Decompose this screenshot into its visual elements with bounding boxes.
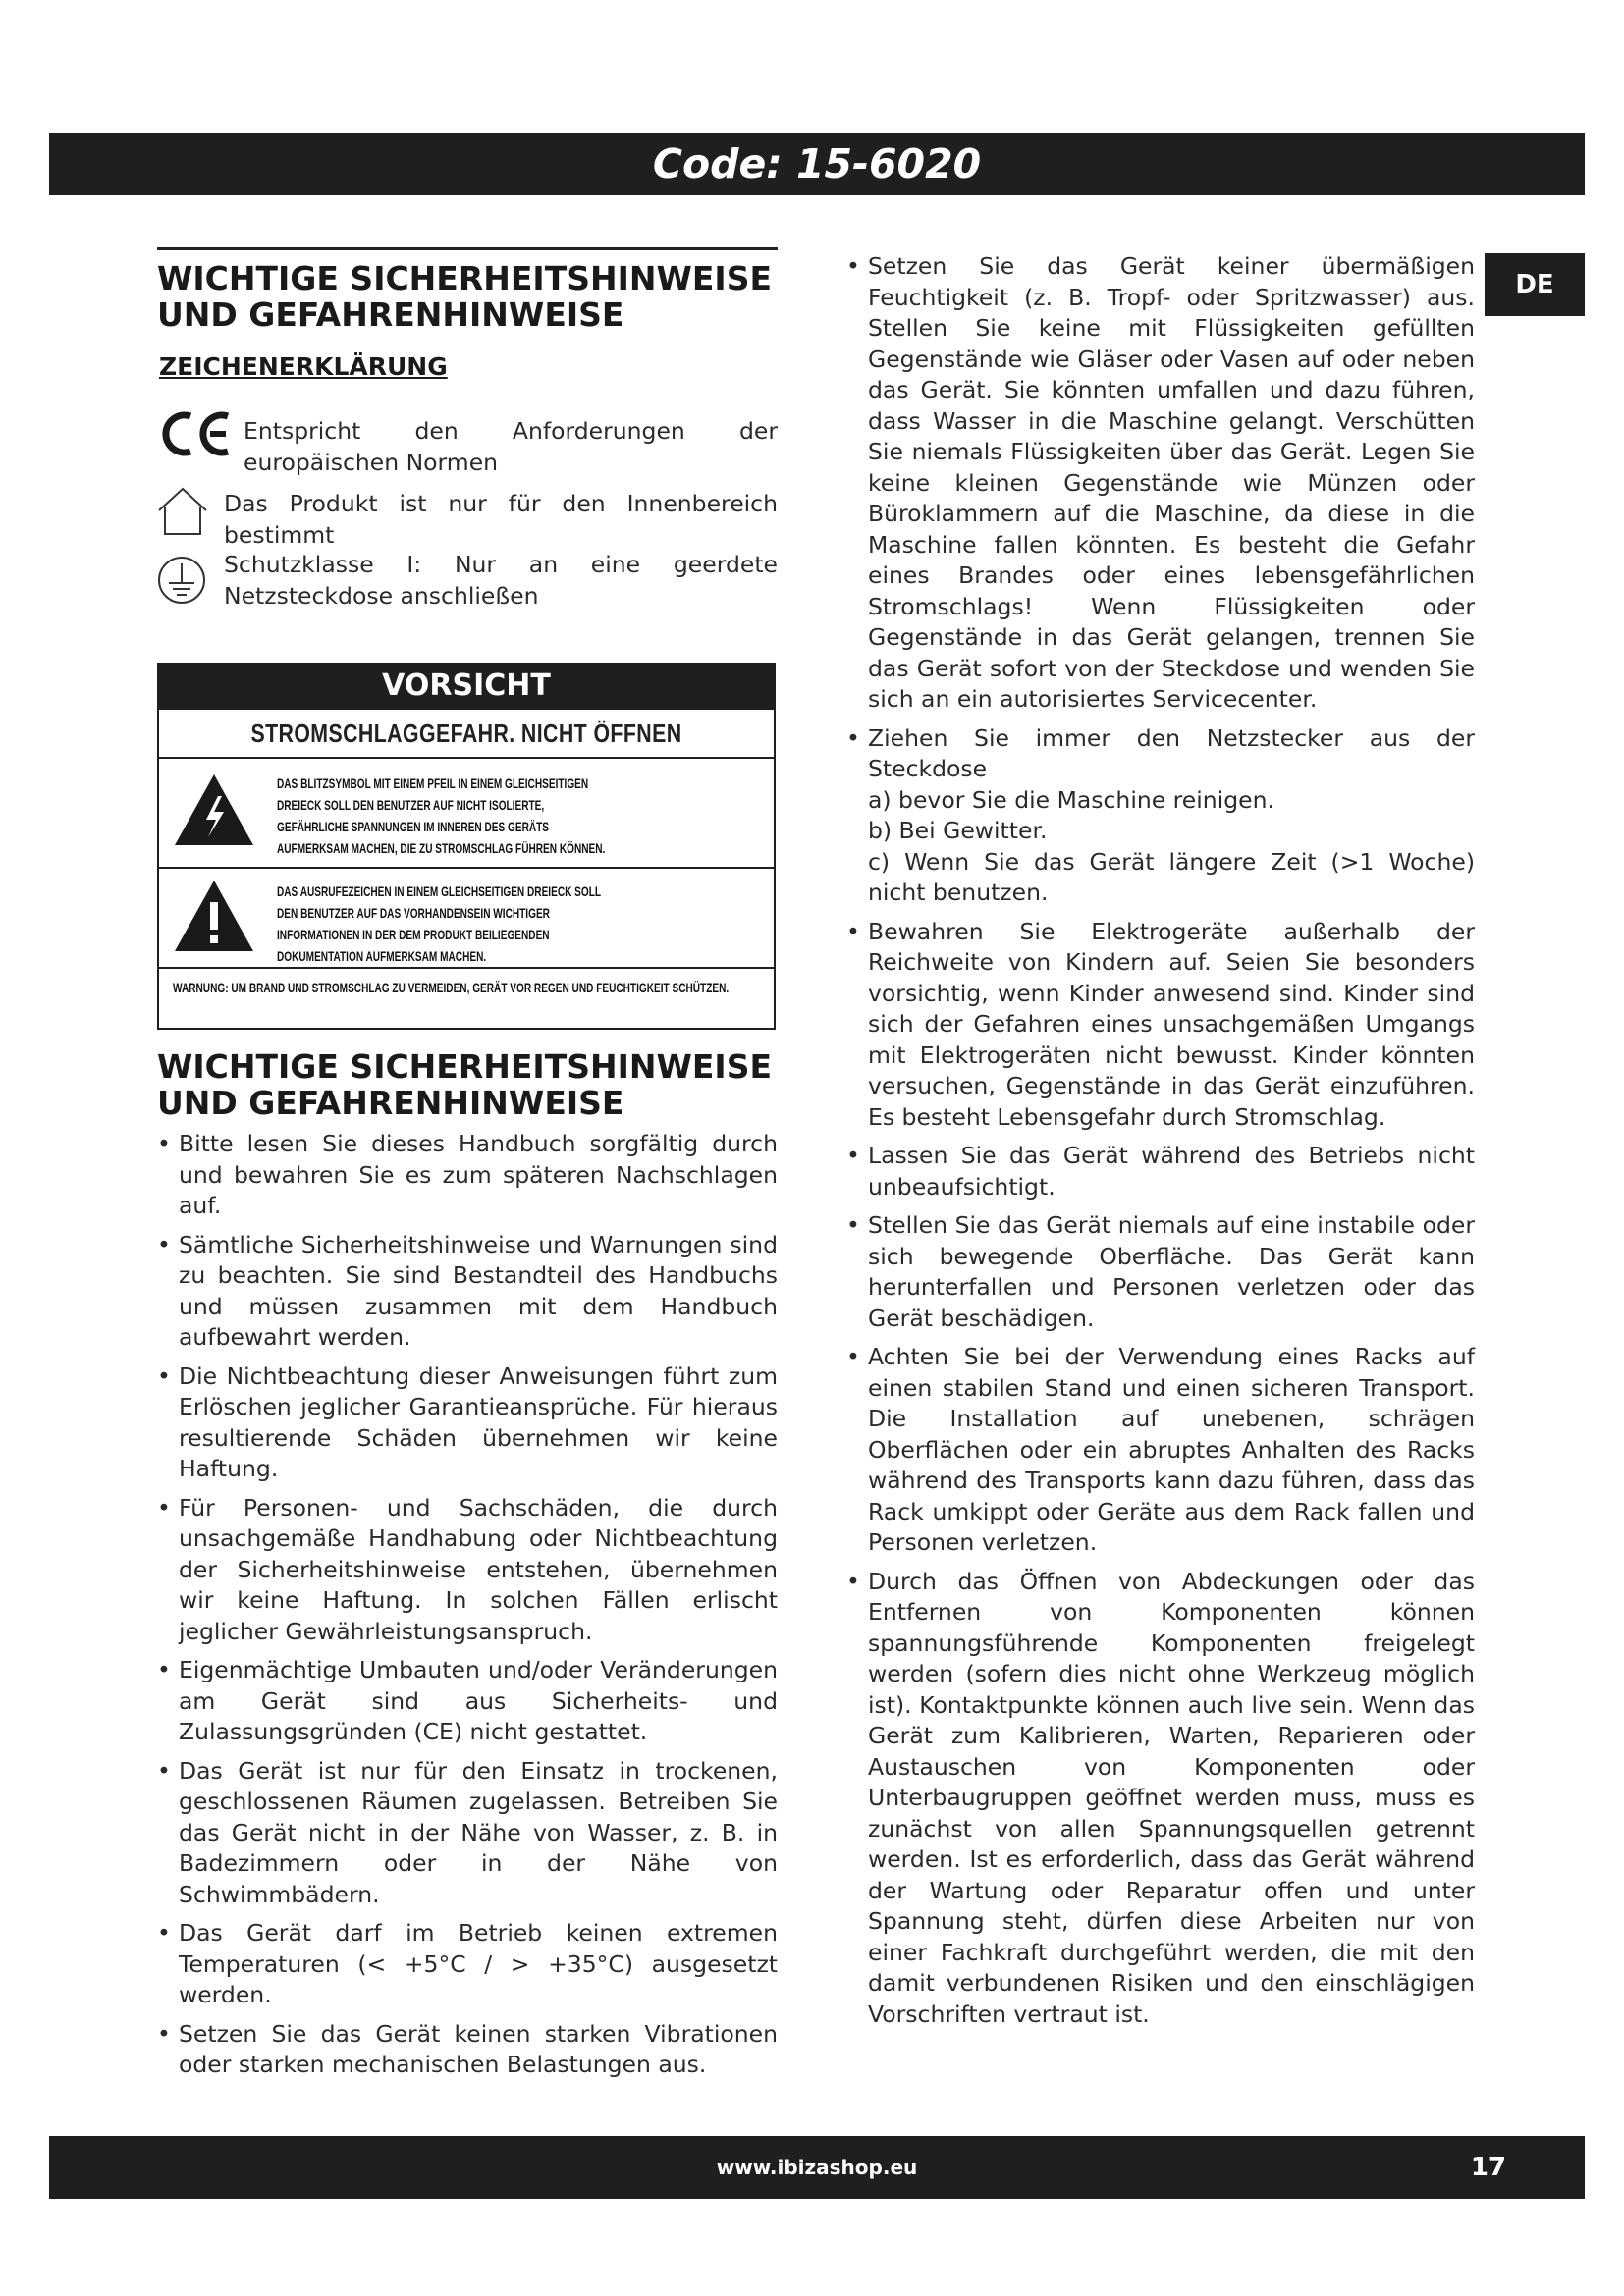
sub-item: a) bevor Sie die Maschine reinigen. [868,785,1274,814]
section-title-line: UND GEFAHRENHINWEISE [157,1084,624,1122]
list-item: • Eigenmächtige Umbauten und/oder Veränderungen am Gerät sind aus Sicherheits- und Zulassungsgründen (CE) nicht gestattet. [157,1655,778,1748]
list-item: • Setzen Sie das Gerät keinen starken Vibrationen oder starken mechanischen Belastungen aus. [157,2019,778,2081]
exclamation-warning-icon [173,879,255,953]
lightning-warning-icon [173,773,255,847]
bottom-warning-text: WARNUNG: UM BRAND UND STROMSCHLAG ZU VERMEIDEN, GERÄT VOR REGEN UND FEUCHTIGKEIT SCHÜTZEN. [173,980,730,995]
safety-list-right-continued [846,917,1475,2031]
list-item: • Für Personen- und Sachschäden, die durch unsachgemäße Handhabung oder Nichtbeachtung der Sicherheitshinweise entstehen, übernehmen wir keine Haftung. In solchen Fällen erlischt jeglicher Gewährleistungsanspruch. [157,1493,778,1648]
safety-list-right [846,251,1475,785]
symbol-text: Entspricht den Anforderungen der europäischen Normen [244,417,778,476]
list-item: • Achten Sie bei der Verwendung eines Racks auf einen stabilen Stand und einen sicheren Transport. Die Installation auf unebenen, schrägen Oberflächen oder ein abruptes Anhalten des Racks während des Transports kann dazu führen, dass das Rack umkippt oder Geräte aus dem Rack fallen und Personen verletzen. [846,1342,1475,1559]
section-2 [157,1048,778,2089]
list-item: • Setzen Sie das Gerät keiner übermäßigen Feuchtigkeit (z. B. Tropf- oder Spritzwasser) aus. Stellen Sie keine mit Flüssigkeiten gefüllten Gegenstände wie Gläser oder Vasen auf oder neben das Gerät. Sie könnten umfallen und dazu führen, dass Wasser in die Maschine gelangt. Verschütten Sie niemals Flüssigkeiten über das Gerät. Legen Sie keine kleinen Gegenstände wie Münzen oder Büroklammern auf die Maschine, da diese in die Maschine fallen könnten. Es besteht die Gefahr eines Brandes oder eines lebensgefährlichen Stromschlags! Wenn Flüssigkeiten oder Gegenstände in das Gerät gelangen, trennen Sie das Gerät sofort von der Steckdose und wenden Sie sich an ein autorisiertes Servicecenter. [846,251,1475,716]
footer-bar [49,2136,1585,2199]
language-tab: DE [1485,253,1585,316]
page-number: 17 [1470,2153,1506,2182]
lightning-row [159,757,774,867]
symbol-row-indoor [157,489,778,552]
symbol-row-ground [157,552,778,616]
sub-item: c) Wenn Sie das Gerät längere Zeit (>1 Woche) nicht benutzen. [868,847,1475,906]
header-bar [49,133,1585,195]
product-code: Code: 15-6020 [652,140,982,187]
list-item: • Das Gerät darf im Betrieb keinen extremen Temperaturen (< +5°C / > +35°C) ausgesetzt werden. [157,1918,778,2011]
ground-icon [155,554,208,607]
caution-row [159,708,774,757]
symbol-text: Schutzklasse I: Nur an eine geerdete Netzsteckdose anschließen [224,551,778,610]
symbol-legend-heading: ZEICHENERKLÄRUNG [159,352,448,381]
exclamation-description: DAS AUSRUFEZEICHEN IN EINEM GLEICHSEITIGEN DREIECK SOLL DEN BENUTZER AUF DAS VORHANDENSEIN WICHTIGER INFORMATIONEN IN DER DEM PRODUKT BEILIEGENDEN DOKUMENTATION AUFMERKSAM MACHEN. [277,883,601,964]
list-item: • Sämtliche Sicherheitshinweise und Warnungen sind zu beachten. Sie sind Bestandteil des Handbuchs und müssen zusammen mit dem Handbuch aufbewahrt werden. [157,1230,778,1354]
section-title-line: UND GEFAHRENHINWEISE [157,295,624,334]
caution-box [157,663,776,1030]
symbol-row-ce [157,408,778,479]
left-column [157,247,778,616]
list-item: • Ziehen Sie immer den Netzstecker aus der Steckdose [846,723,1475,785]
list-item: • Bitte lesen Sie dieses Handbuch sorgfältig durch und bewahren Sie es zum späteren Nachschlagen auf. [157,1129,778,1222]
list-item: • Das Gerät ist nur für den Einsatz in trockenen, geschlossenen Räumen zugelassen. Betreiben Sie das Gerät nicht in der Nähe von Wasser, z. B. in Badezimmern oder in der Nähe von Schwimmbädern. [157,1756,778,1911]
section-title-1 [157,260,778,333]
section-title-line: WICHTIGE SICHERHEITSHINWEISE [157,1047,773,1086]
list-item: • Bewahren Sie Elektrogeräte außerhalb der Reichweite von Kindern auf. Seien Sie besonders vorsichtig, wenn Kinder anwesend sind. Kinder sind sich der Gefahren eines unsachgemäßen Umgangs mit Elektrogeräten nicht bewusst. Kinder könnten versuchen, Gegenstände in das Gerät einzuführen. Es besteht Lebensgefahr durch Stromschlag. [846,917,1475,1134]
list-item: • Stellen Sie das Gerät niemals auf eine instabile oder sich bewegende Oberfläche. Das Gerät kann herunterfallen und Personen verletzen oder das Gerät beschädigen. [846,1210,1475,1334]
website-url: www.ibizashop.eu [716,2156,918,2179]
sub-item: b) Bei Gewitter. [868,817,1048,844]
section-divider [157,247,778,250]
lightning-description: DAS BLITZSYMBOL MIT EINEM PFEIL IN EINEM GLEICHSEITIGEN DREIECK SOLL DEN BENUTZER AUF NICHT ISOLIERTE, GEFÄHRLICHE SPANNUNGEN IM INNEREN DES GERÄTS AUFMERKSAM MACHEN, DIE ZU STROMSCHLAG FÜHREN KÖNNEN. [277,775,606,856]
section-title-line: WICHTIGE SICHERHEITSHINWEISE [157,259,773,297]
house-icon [153,483,212,538]
section-title-2 [157,1048,778,1121]
ce-mark-icon [161,410,236,457]
exclamation-row [159,867,774,967]
bottom-warning-row [159,967,774,1028]
caution-text: STROMSCHLAGGEFAHR. NICHT ÖFFNEN [250,719,682,748]
right-column [846,251,1475,2038]
caution-header: VORSICHT [159,665,774,708]
symbol-text: Das Produkt ist nur für den Innenbereich bestimmt [224,490,778,549]
list-item: • Durch das Öffnen von Abdeckungen oder das Entfernen von Komponenten können spannungsführende Komponenten freigelegt werden (sofern dies nicht ohne Werkzeug möglich ist). Kontaktpunkte können auch live sein. Wenn das Gerät zum Kalibrieren, Warten, Reparieren oder Austauschen von Komponenten oder Unterbaugruppen geöffnet werden muss, muss es zunächst von allen Spannungsquellen getrennt werden. Ist es erforderlich, dass das Gerät während der Wartung oder Reparatur offen und unter Spannung steht, dürfen diese Arbeiten nur von einer Fachkraft durchgeführt werden, die mit den damit verbundenen Risiken und den einschlägigen Vorschriften vertraut ist. [846,1567,1475,2031]
safety-list-left [157,1129,778,2081]
list-item: • Die Nichtbeachtung dieser Anweisungen führt zum Erlöschen jeglicher Garantieansprüche. Für hieraus resultierende Schäden übernehmen wir keine Haftung. [157,1362,778,1485]
list-item: • Lassen Sie das Gerät während des Betriebs nicht unbeaufsichtigt. [846,1141,1475,1202]
